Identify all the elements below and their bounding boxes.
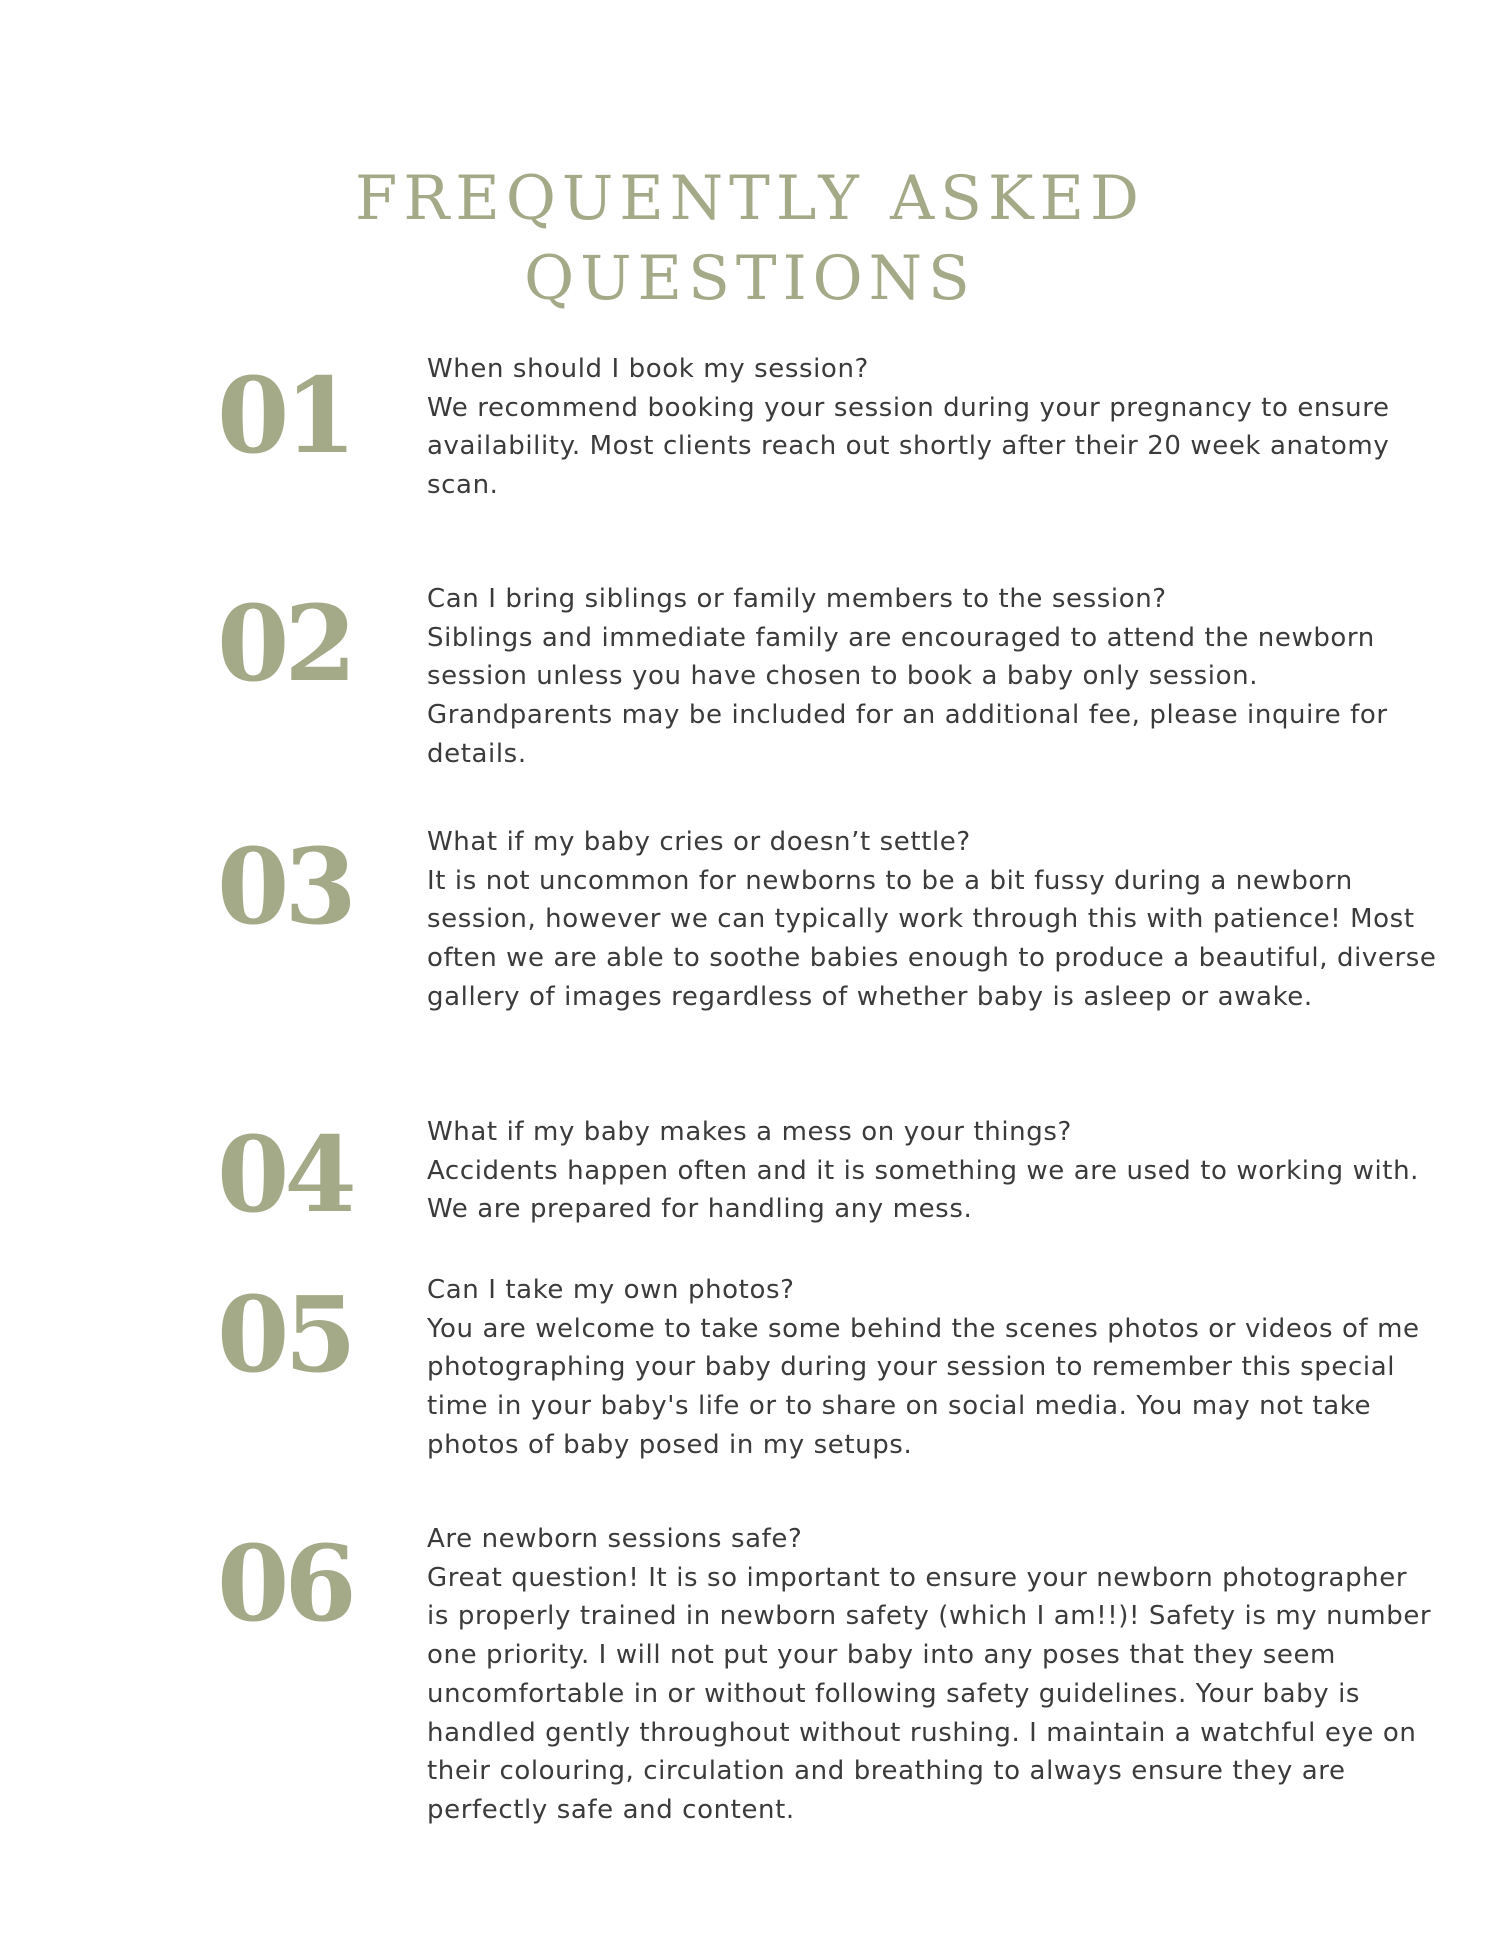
faq-body xyxy=(427,580,1437,774)
faq-body xyxy=(427,823,1437,1017)
faq-answer: Accidents happen often and it is something we are used to working with. We are prepared for handling any mess. xyxy=(427,1155,1420,1225)
faq-answer: It is not uncommon for newborns to be a bit fussy during a newborn session, however we can typically work through this with patience! Most often we are able to soothe babies enough to produce a beautiful, diverse gallery of images regardless of whether baby is asleep or awake. xyxy=(427,865,1437,1012)
title-line-2: QUESTIONS xyxy=(524,242,976,314)
faq-body xyxy=(427,1520,1437,1830)
faq-answer: You are welcome to take some behind the scenes photos or videos of me photographing your baby during your session to remember this special time in your baby's life or to share on social media. You may not take photos of baby posed in my setups. xyxy=(427,1313,1420,1460)
faq-question: What if my baby cries or doesn’t settle? xyxy=(427,827,971,857)
faq-question: What if my baby makes a mess on your things? xyxy=(427,1117,1072,1147)
faq-answer: We recommend booking your session during your pregnancy to ensure availability. Most clients reach out shortly after their 20 week anatomy scan. xyxy=(427,392,1390,501)
faq-number: 01 xyxy=(217,354,352,477)
faq-question: Can I take my own photos? xyxy=(427,1275,795,1305)
faq-body xyxy=(427,1113,1437,1229)
title-line-1: FREQUENTLY ASKED xyxy=(355,162,1145,234)
faq-answer: Siblings and immediate family are encouraged to attend the newborn session unless you have chosen to book a baby only session. Grandparents may be included for an additional fee, please inquire for details. xyxy=(427,622,1388,769)
faq-question: Are newborn sessions safe? xyxy=(427,1524,803,1554)
faq-body xyxy=(427,350,1437,505)
faq-number: 03 xyxy=(217,825,352,948)
page-title xyxy=(0,159,1500,319)
faq-number: 02 xyxy=(217,582,352,705)
faq-question: Can I bring siblings or family members to the session? xyxy=(427,584,1167,614)
faq-body xyxy=(427,1271,1437,1465)
faq-question: When should I book my session? xyxy=(427,354,869,384)
faq-number: 06 xyxy=(217,1522,352,1645)
faq-answer: Great question! It is so important to ensure your newborn photographer is properly trained in newborn safety (which I am!!)! Safety is my number one priority. I will not put your baby into any poses that they seem uncomfortable in or without following safety guidelines. Your baby is handled gently throughout without rushing. I maintain a watchful eye on their colouring, circulation and breathing to always ensure they are perfectly safe and content. xyxy=(427,1562,1432,1825)
faq-number: 05 xyxy=(217,1273,352,1396)
faq-number: 04 xyxy=(217,1113,352,1236)
